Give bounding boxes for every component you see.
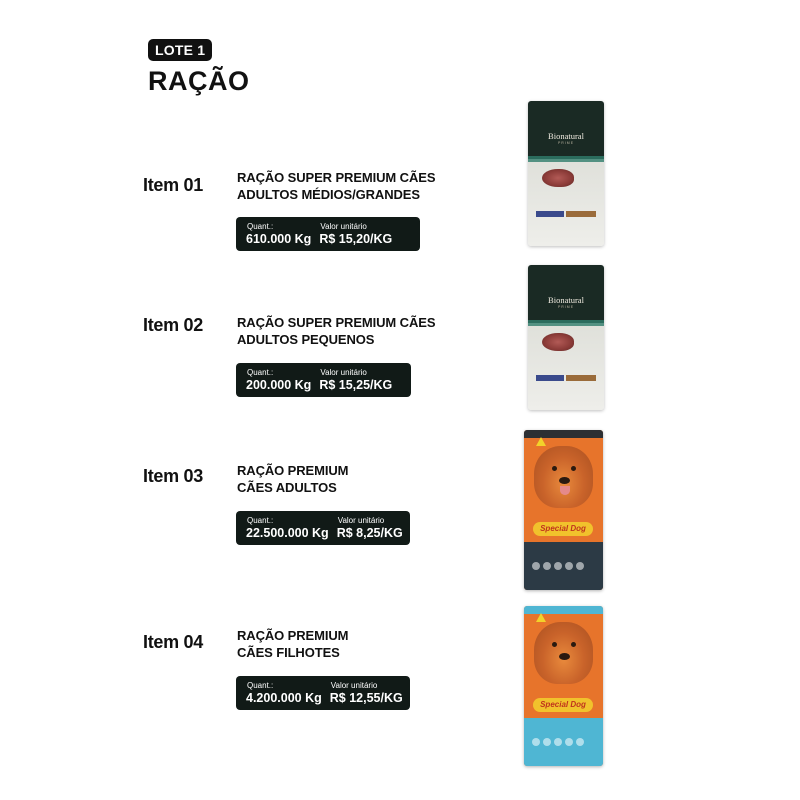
meat-illustration — [542, 333, 574, 351]
item-02-quantity-col — [246, 363, 311, 397]
item-04-desc-line2: CÃES FILHOTES — [237, 645, 340, 660]
item-02-product-image: Bionatural PRIME — [528, 265, 604, 410]
item-03-quantity-col — [246, 511, 329, 545]
quantity-caption: Quant.: — [247, 367, 274, 377]
item-02-info-box — [236, 363, 411, 397]
item-04-description — [237, 627, 348, 661]
item-04-info-box — [236, 676, 410, 710]
item-04-price-col — [330, 676, 403, 710]
item-04-quantity: 4.200.000 Kg — [246, 690, 322, 705]
item-03-product-image — [524, 430, 603, 590]
item-03-desc-line1: RAÇÃO PREMIUM — [237, 463, 349, 478]
item-01-label: Item 01 — [143, 175, 203, 195]
item-01-price-col — [319, 217, 392, 251]
item-03-info-box — [236, 511, 410, 545]
unit-value-caption: Valor unitário — [330, 680, 378, 690]
item-02-price-col — [319, 363, 392, 397]
item-02-description — [237, 314, 435, 348]
item-01-quantity-col — [246, 217, 311, 251]
item-03-price-col — [337, 511, 403, 545]
lote-badge: LOTE 1 — [148, 39, 212, 61]
warning-icon — [536, 613, 546, 622]
item-01-info-box — [236, 217, 420, 251]
item-03-product-brand: Special Dog — [533, 522, 593, 536]
item-04-quantity-col — [246, 676, 322, 710]
item-04-unit-price: R$ 12,55/KG — [329, 690, 403, 705]
quantity-caption: Quant.: — [247, 680, 274, 690]
item-03-label: Item 03 — [143, 466, 203, 486]
item-03-description — [237, 462, 348, 496]
item-01-unit-price: R$ 15,20/KG — [319, 231, 393, 246]
item-01-description — [237, 169, 435, 203]
unit-value-caption: Valor unitário — [320, 221, 367, 231]
quantity-caption: Quant.: — [247, 515, 274, 525]
item-02-quantity: 200.000 Kg — [246, 377, 312, 392]
item-04-desc-line1: RAÇÃO PREMIUM — [237, 628, 349, 643]
item-01-product-image: Bionatural PRIME — [528, 101, 604, 246]
item-02-desc-line2: ADULTOS PEQUENOS — [237, 332, 375, 347]
warning-icon — [536, 437, 546, 446]
item-04-product-brand: Special Dog — [533, 698, 593, 712]
item-04-product-image — [524, 606, 603, 766]
quantity-caption: Quant.: — [247, 221, 274, 231]
item-01-desc-line2: ADULTOS MÉDIOS/GRANDES — [237, 187, 420, 202]
item-02-desc-line1: RAÇÃO SUPER PREMIUM CÃES — [237, 315, 436, 330]
item-02-label: Item 02 — [143, 315, 203, 335]
unit-value-caption: Valor unitário — [337, 515, 385, 525]
item-01-desc-line1: RAÇÃO SUPER PREMIUM CÃES — [237, 170, 436, 185]
item-03-desc-line2: CÃES ADULTOS — [237, 480, 337, 495]
page-title: RAÇÃO — [148, 66, 250, 96]
item-02-product-brand: Bionatural — [548, 295, 584, 305]
item-03-quantity: 22.500.000 Kg — [246, 525, 329, 540]
meat-illustration — [542, 169, 574, 187]
item-03-unit-price: R$ 8,25/KG — [336, 525, 403, 540]
item-02-unit-price: R$ 15,25/KG — [319, 377, 393, 392]
unit-value-caption: Valor unitário — [320, 367, 367, 377]
item-01-product-brand: Bionatural — [548, 131, 584, 141]
item-01-quantity: 610.000 Kg — [246, 231, 312, 246]
item-04-label: Item 04 — [143, 632, 203, 652]
